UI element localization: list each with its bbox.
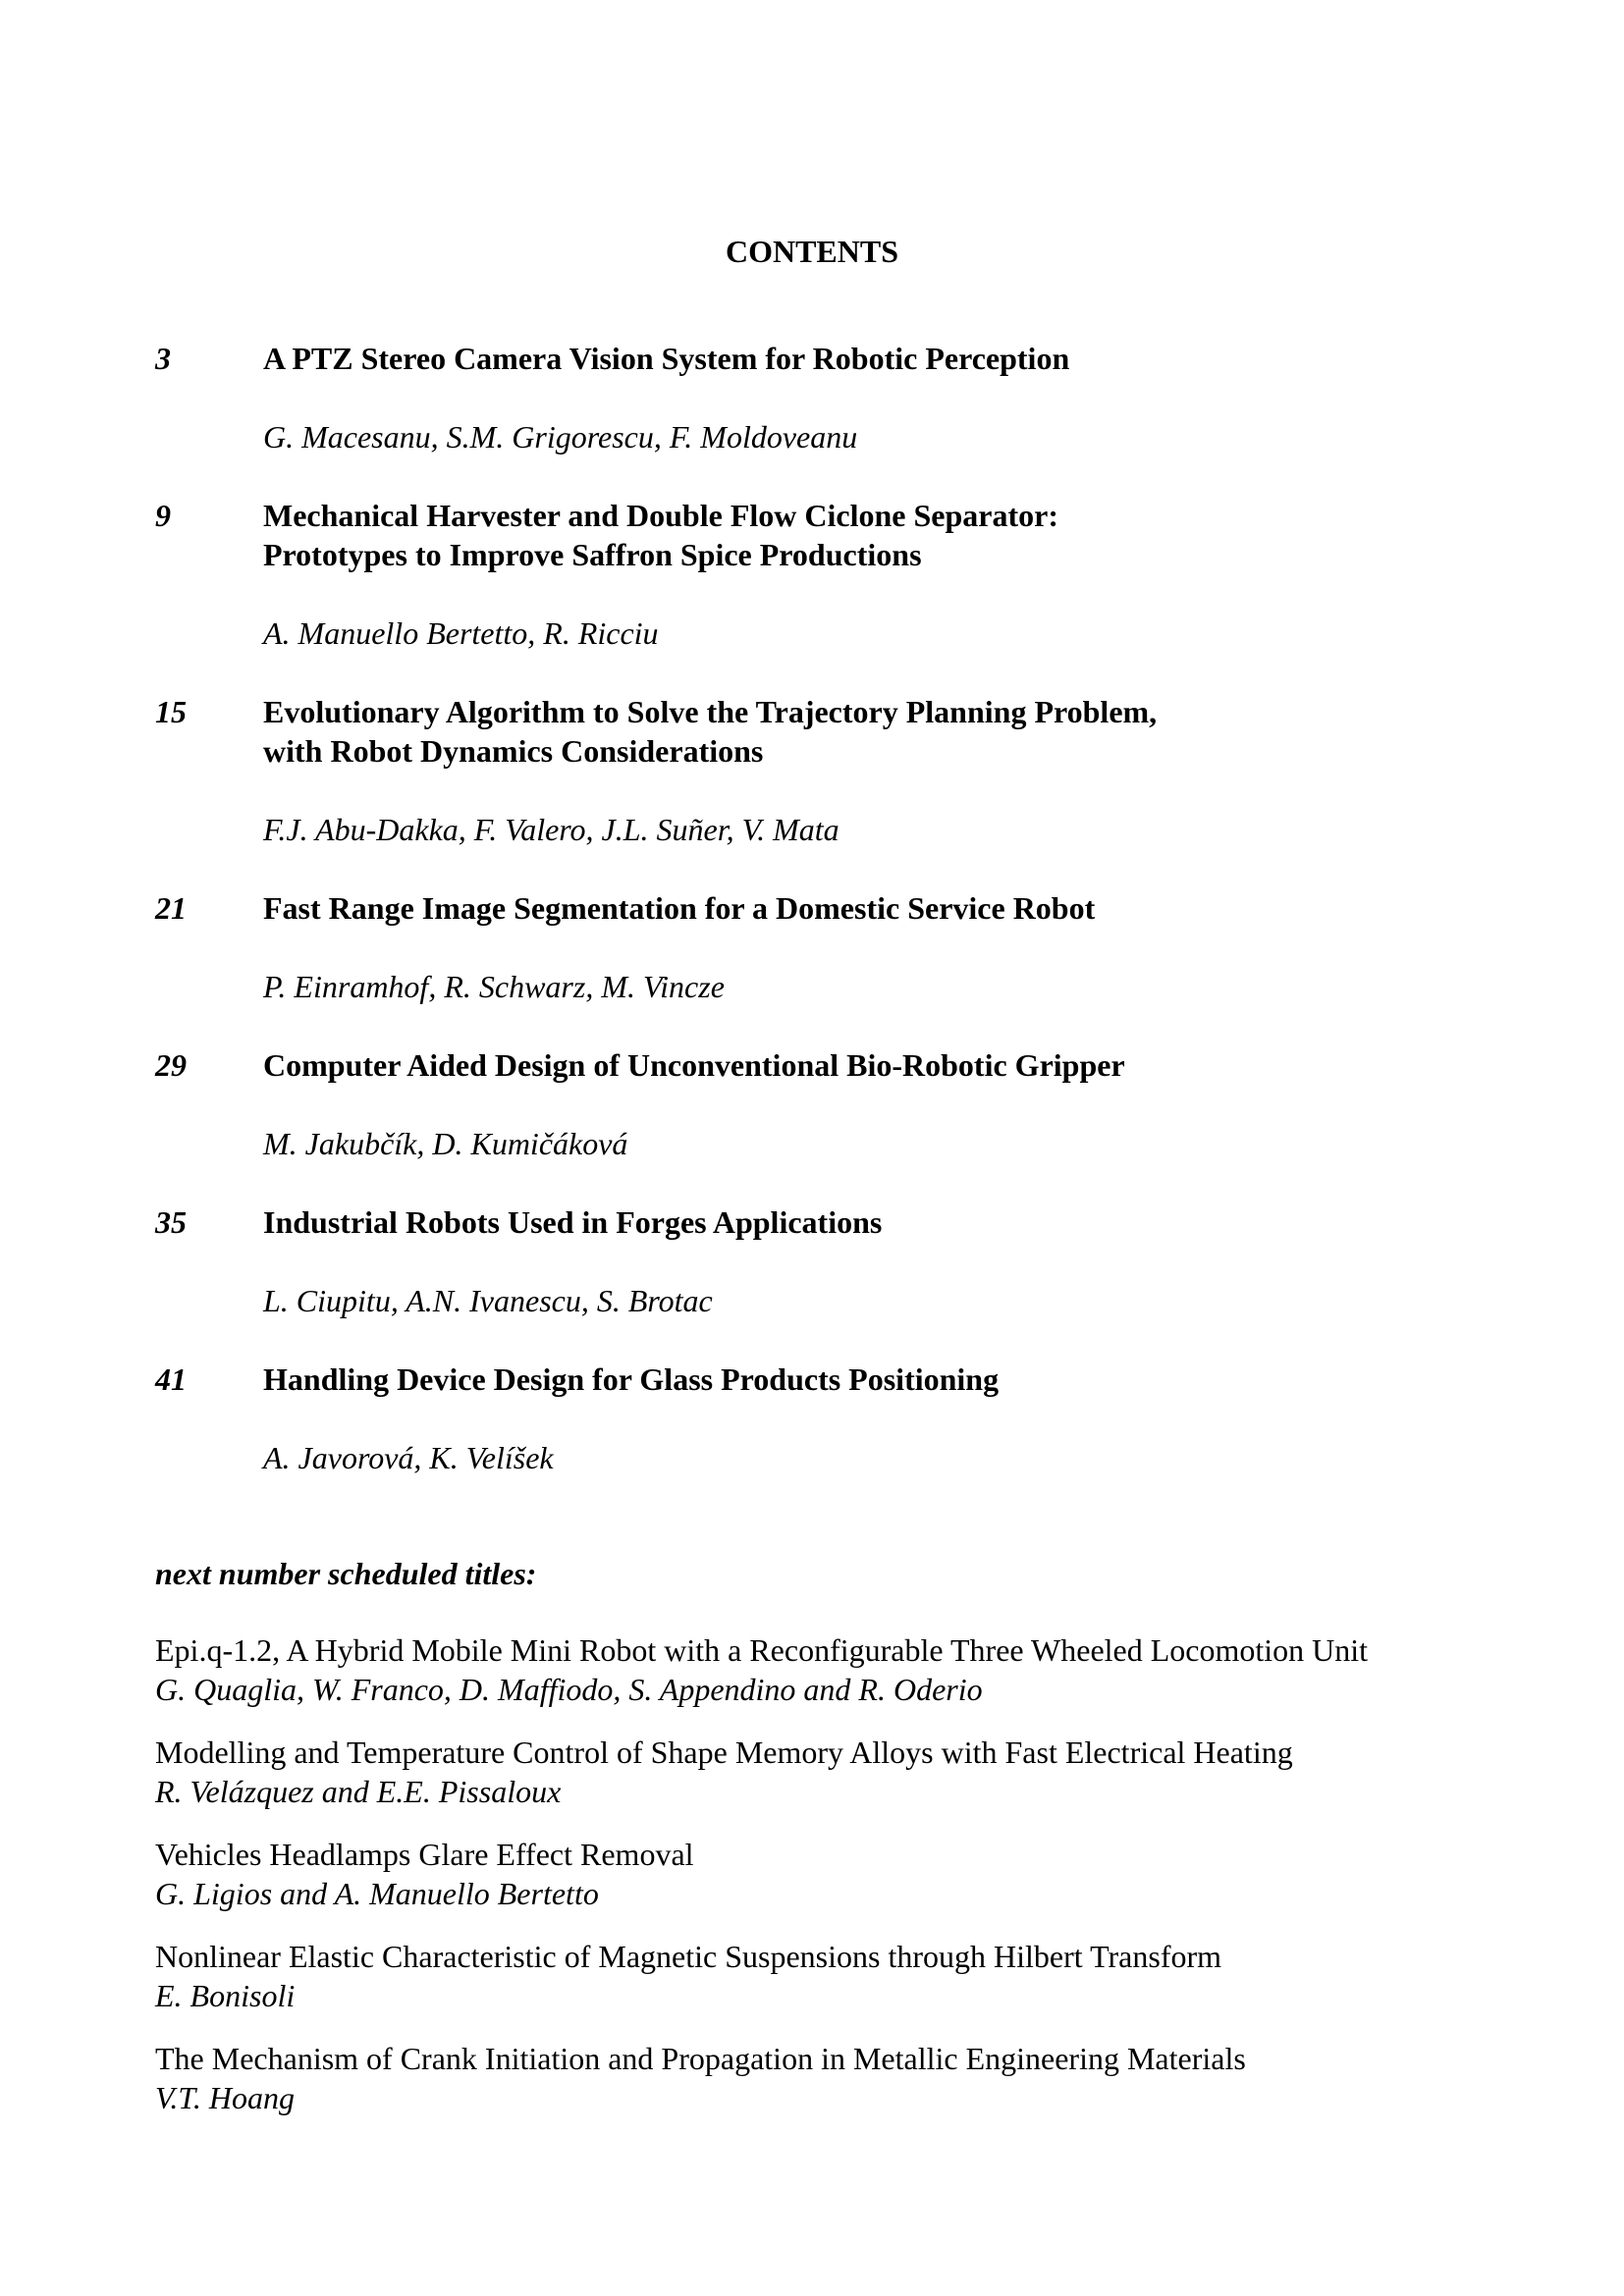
scheduled-item <box>155 1630 1530 1709</box>
toc-page-number: 35 <box>155 1204 187 1240</box>
toc-entry <box>155 1202 1471 1320</box>
toc-entry <box>155 888 1471 1006</box>
scheduled-item <box>155 2039 1530 2117</box>
scheduled-authors: V.T. Hoang <box>155 2080 295 2115</box>
scheduled-item <box>155 1937 1530 2015</box>
toc-authors: A. Javorová, K. Velíšek <box>263 1440 554 1475</box>
toc-authors: L. Ciupitu, A.N. Ivanescu, S. Brotac <box>263 1283 713 1318</box>
table-of-contents <box>155 339 1471 1517</box>
toc-title: A PTZ Stereo Camera Vision System for Robotic Perception <box>263 341 1070 376</box>
toc-title: Evolutionary Algorithm to Solve the Trajectory Planning Problem, with Robot Dynamics Considerations <box>263 694 1158 769</box>
toc-page-number: 9 <box>155 498 171 533</box>
toc-entry <box>155 1045 1471 1163</box>
toc-title: Computer Aided Design of Unconventional Bio-Robotic Gripper <box>263 1047 1125 1083</box>
scheduled-title: Nonlinear Elastic Characteristic of Magnetic Suspensions through Hilbert Transform <box>155 1939 1222 1974</box>
toc-entry <box>155 496 1471 653</box>
scheduled-authors: R. Velázquez and E.E. Pissaloux <box>155 1774 562 1809</box>
toc-authors: M. Jakubčík, D. Kumičáková <box>263 1126 628 1161</box>
toc-entry <box>155 692 1471 849</box>
toc-page-number: 21 <box>155 890 187 926</box>
toc-page-number: 15 <box>155 694 187 729</box>
contents-heading: CONTENTS <box>725 234 899 269</box>
toc-page-number: 41 <box>155 1362 187 1397</box>
scheduled-title: Modelling and Temperature Control of Shape Memory Alloys with Fast Electrical Heating <box>155 1735 1293 1770</box>
toc-title: Mechanical Harvester and Double Flow Ciclone Separator: Prototypes to Improve Saffron Spice Productions <box>263 498 1058 572</box>
toc-title: Handling Device Design for Glass Products Positioning <box>263 1362 1000 1397</box>
toc-title: Industrial Robots Used in Forges Applications <box>263 1204 883 1240</box>
scheduled-item <box>155 1733 1530 1811</box>
toc-authors: G. Macesanu, S.M. Grigorescu, F. Moldoveanu <box>263 419 858 454</box>
scheduled-title: The Mechanism of Crank Initiation and Propagation in Metallic Engineering Materials <box>155 2041 1246 2076</box>
toc-entry <box>155 339 1471 456</box>
scheduled-titles-heading: next number scheduled titles: <box>155 1556 537 1591</box>
toc-page-number: 3 <box>155 341 171 376</box>
toc-authors: A. Manuello Bertetto, R. Ricciu <box>263 615 659 651</box>
toc-authors: P. Einramhof, R. Schwarz, M. Vincze <box>263 969 725 1004</box>
scheduled-authors: E. Bonisoli <box>155 1978 296 2013</box>
toc-authors: F.J. Abu-Dakka, F. Valero, J.L. Suñer, V. Mata <box>263 812 839 847</box>
toc-page-number: 29 <box>155 1047 187 1083</box>
scheduled-title: Epi.q-1.2, A Hybrid Mobile Mini Robot with a Reconfigurable Three Wheeled Locomotion Unit <box>155 1632 1369 1668</box>
scheduled-authors: G. Ligios and A. Manuello Bertetto <box>155 1876 599 1911</box>
scheduled-item <box>155 1835 1530 1913</box>
scheduled-title: Vehicles Headlamps Glare Effect Removal <box>155 1837 694 1872</box>
toc-title: Fast Range Image Segmentation for a Domestic Service Robot <box>263 890 1096 926</box>
scheduled-authors: G. Quaglia, W. Franco, D. Maffiodo, S. Appendino and R. Oderio <box>155 1672 983 1707</box>
toc-entry <box>155 1360 1471 1477</box>
scheduled-titles-section <box>155 1554 1530 2141</box>
